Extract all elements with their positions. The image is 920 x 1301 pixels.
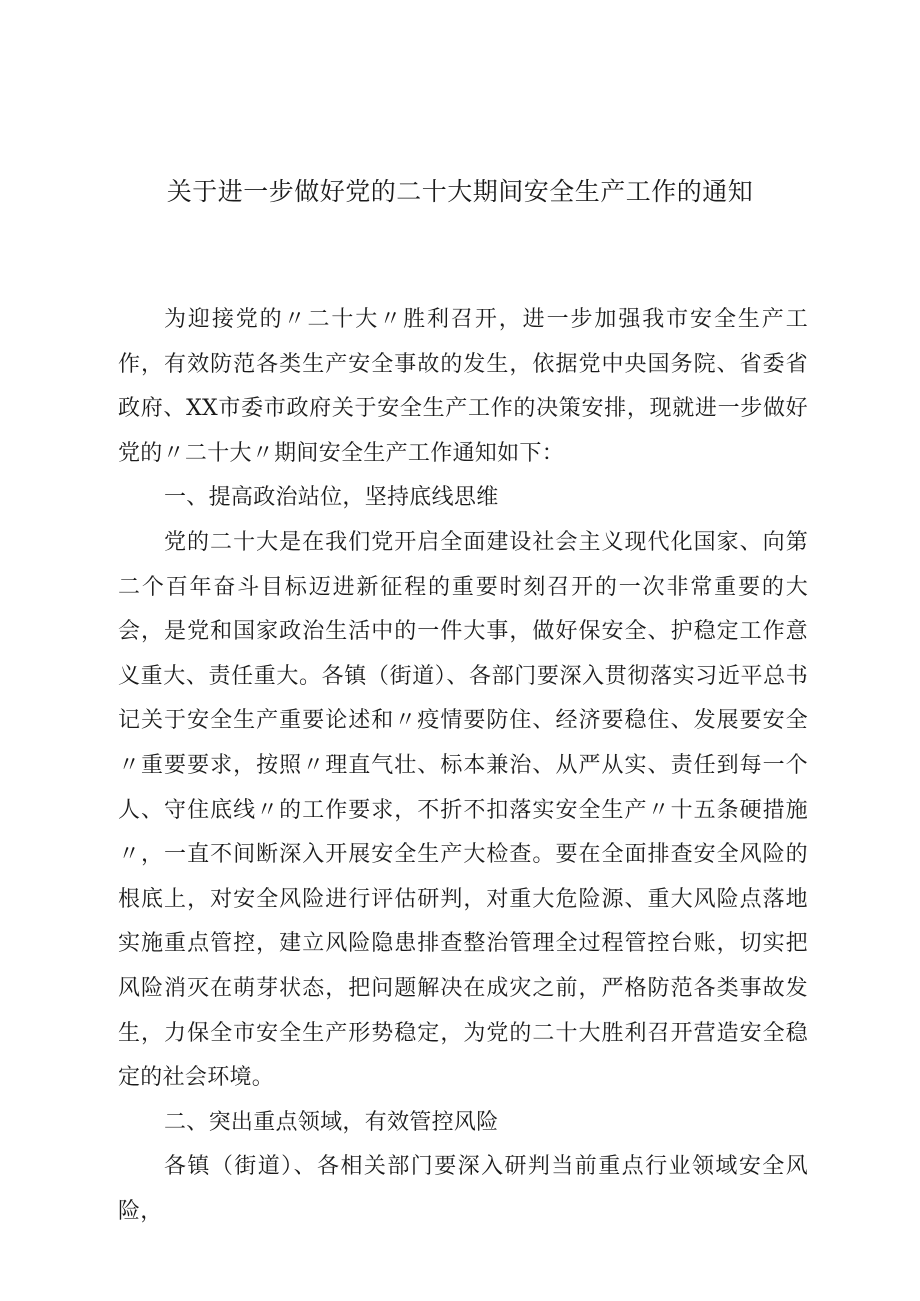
section-1-paragraph: 党的二十大是在我们党开启全面建设社会主义现代化国家、向第二个百年奋斗目标迈进新征程的重要时刻召开的一次非常重要的大会，是党和国家政治生活中的一件大事，做好保安全、护稳定工作意义重大、责任重大。各镇（街道）、各部门要深入贯彻落实习近平总书记关于安全生产重要论述和〃疫情要防住、经济要稳住、发展要安全〃重要要求，按照〃理直气壮、标本兼治、从严从实、责任到每一个人、守住底线〃的工作要求，不折不扣落实安全生产〃十五条硬措施〃，一直不间断深入开展安全生产大检查。要在全面排查安全风险的根底上，对安全风险进行评估研判，对重大危险源、重大风险点落地实施重点管控，建立风险隐患排查整治管理全过程管控台账，切实把风险消灭在萌芽状态，把问题解决在成灾之前，严格防范各类事故发生，力保全市安全生产形势稳定，为党的二十大胜利召开营造安全稳定的社会环境。 bbox=[118, 529, 808, 1091]
document-title: 关于进一步做好党的二十大期间安全生产工作的通知 bbox=[166, 177, 754, 206]
section-2-heading: 二、突出重点领域，有效管控风险 bbox=[164, 1109, 499, 1135]
section-2-paragraph: 各镇（街道）、各相关部门要深入研判当前重点行业领域安全风险， bbox=[118, 1154, 808, 1224]
intro-paragraph: 为迎接党的〃二十大〃胜利召开，进一步加强我市安全生产工作，有效防范各类生产安全事故的发生，依据党中央国务院、省委省政府、XX市委市政府关于安全生产工作的决策安排，现就进一步做好党的〃二十大〃期间安全生产工作通知如下： bbox=[118, 307, 808, 466]
document-body bbox=[118, 298, 808, 1234]
section-1-heading: 一、提高政治站位，坚持底线思维 bbox=[164, 485, 499, 511]
